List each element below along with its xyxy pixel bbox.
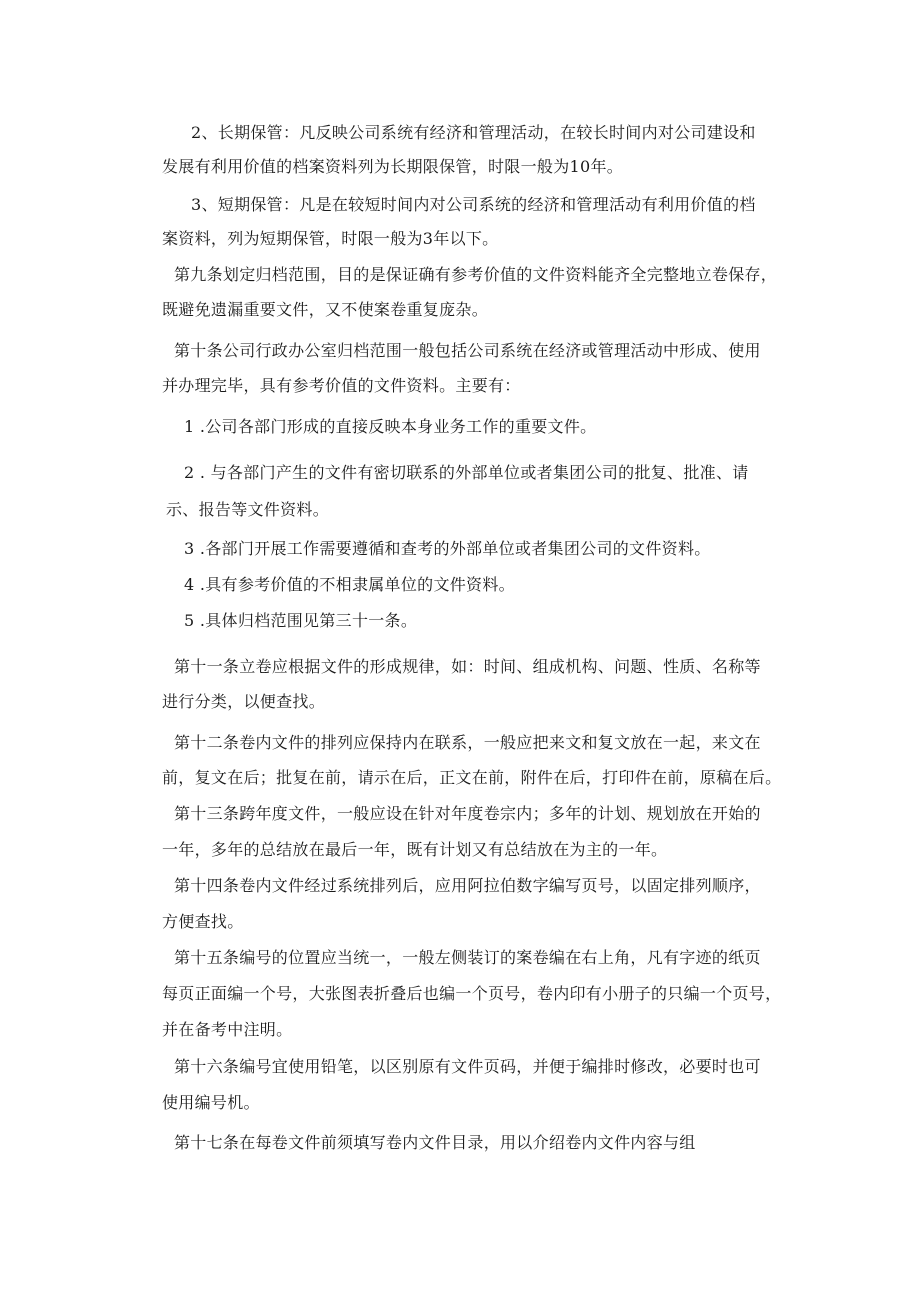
paragraph-line: 第十二条卷内文件的排列应保持内在联系，一般应把来文和复文放在一起，来文在 [174,733,761,752]
paragraph-line: 第十五条编号的位置应当统一，一般左侧装订的案卷编在右上角，凡有字迹的纸页 [174,948,761,967]
paragraph-line: 既避免遗漏重要文件，又不使案卷重复庞杂。 [162,300,489,319]
list-item: 5 .具体归档范围见第三十一条。 [184,611,418,630]
paragraph-line: 每页正面编一个号，大张图表折叠后也编一个页号，卷内印有小册子的只编一个页号， [162,984,782,1003]
list-item: 示、报告等文件资料。 [166,500,330,519]
paragraph-line: 方便查找。 [162,912,244,931]
paragraph-line: 并在备考中注明。 [162,1020,293,1039]
paragraph-line: 3、短期保管：凡是在较短时间内对公司系统的经济和管理活动有利用价值的档 [191,195,756,214]
list-item: 3 .各部门开展工作需要遵循和查考的外部单位或者集团公司的文件资料。 [184,539,711,558]
paragraph-line: 第十三条跨年度文件，一般应设在针对年度卷宗内；多年的计划、规划放在开始的 [174,804,761,823]
paragraph-line: 第九条划定归档范围，目的是保证确有参考价值的文件资料能齐全完整地立卷保存， [174,265,778,284]
paragraph-line: 案资料，列为短期保管，时限一般为3年以下。 [162,229,499,248]
paragraph-line: 发展有利用价值的档案资料列为长期限保管，时限一般为10年。 [162,157,624,176]
list-item: 4 .具有参考价值的不相隶属单位的文件资料。 [184,575,515,594]
paragraph-line: 第十一条立卷应根据文件的形成规律，如：时间、组成机构、问题、性质、名称等 [174,657,761,676]
paragraph-line: 并办理完毕，具有参考价值的文件资料。主要有： [162,376,521,395]
paragraph-line: 2、长期保管：凡反映公司系统有经济和管理活动，在较长时间内对公司建设和 [191,123,756,142]
paragraph-line: 第十条公司行政办公室归档范围一般包括公司系统在经济或管理活动中形成、使用 [174,341,761,360]
paragraph-line: 第十七条在每卷文件前须填写卷内文件目录，用以介绍卷内文件内容与组 [174,1133,696,1152]
list-item: 2 . 与各部门产生的文件有密切联系的外部单位或者集团公司的批复、批准、请 [184,463,749,482]
paragraph-line: 第十四条卷内文件经过系统排列后，应用阿拉伯数字编写页号，以固定排列顺序， [174,876,761,895]
paragraph-line: 进行分类，以便查找。 [162,692,326,711]
paragraph-line: 使用编号机。 [162,1093,260,1112]
paragraph-line: 前，复文在后；批复在前，请示在后，正文在前，附件在后，打印件在前，原稿在后。 [162,768,782,787]
paragraph-line: 一年，多年的总结放在最后一年，既有计划又有总结放在为主的一年。 [162,840,668,859]
paragraph-line: 第十六条编号宜使用铅笔，以区别原有文件页码，并便于编排时修改，必要时也可 [174,1057,761,1076]
list-item: 1 .公司各部门形成的直接反映本身业务工作的重要文件。 [184,417,597,436]
